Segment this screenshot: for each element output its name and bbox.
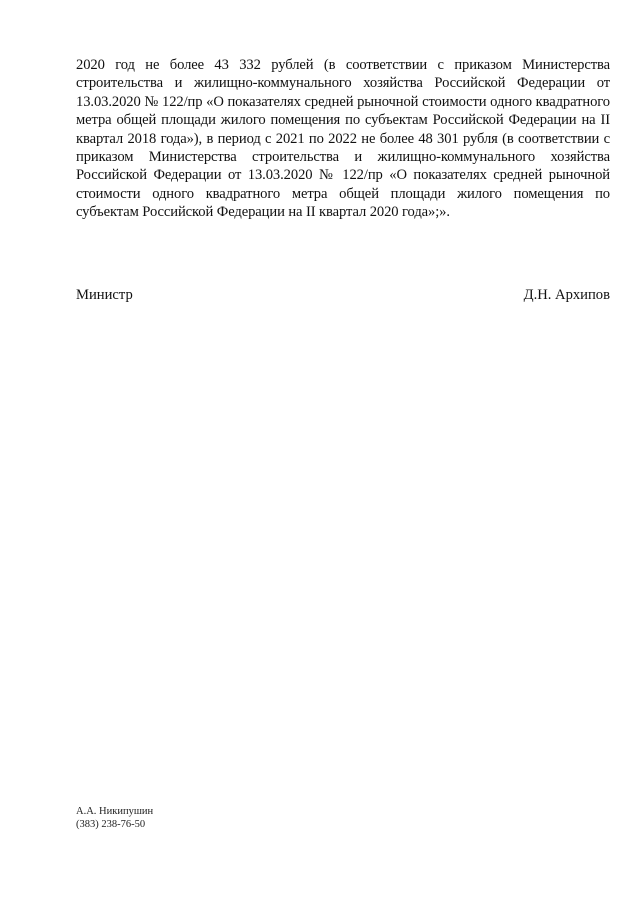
signature-block xyxy=(76,286,610,304)
signatory-name: Д.Н. Архипов xyxy=(523,287,610,303)
executor-phone: (383) 238-76-50 xyxy=(76,818,146,830)
body-paragraph: 2020 год не более 43 332 рублей (в соответствии с приказом Министерства строительства и жилищно-коммунального хозяйства Российской Федерации от 13.03.2020 № 122/пр «О показателях средней рыночной стоимости одного квадратного метра общей площади жилого помещения по субъектам Российской Федерации на II квартал 2018 года»), в период с 2021 по 2022 не более 48 301 рубля (в соответствии с приказом Министерства строительства и жилищно-коммунального хозяйства Российской Федерации от 13.03.2020 № 122/пр «О показателях средней рыночной стоимости одного квадратного метра общей площади жилого помещения по субъектам Российской Федерации на II квартал 2020 года»;». xyxy=(76,57,610,221)
executor-block xyxy=(76,806,153,831)
signatory-position: Министр xyxy=(76,287,133,303)
executor-name: А.А. Никипушин xyxy=(76,806,154,817)
